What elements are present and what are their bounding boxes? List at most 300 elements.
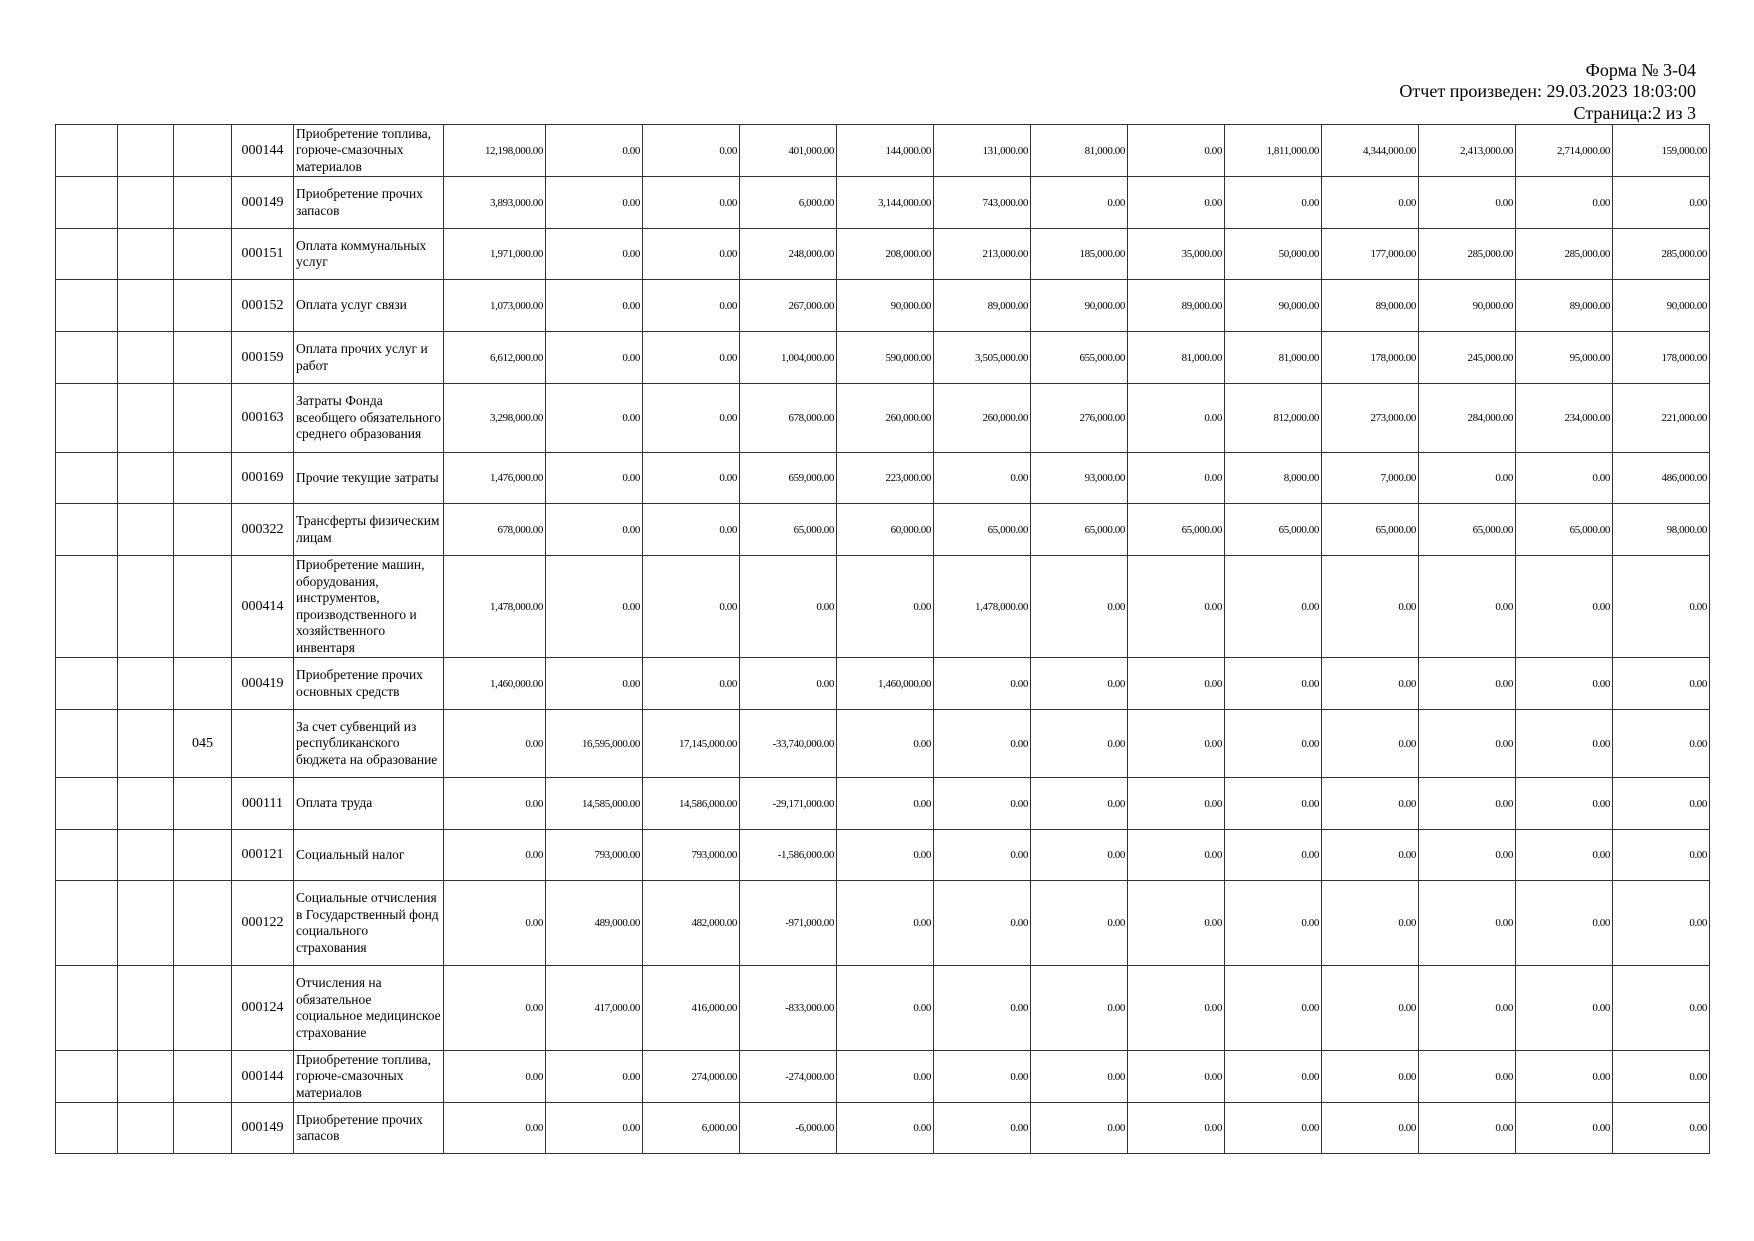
- amount-cell: 401,000.00: [740, 125, 837, 177]
- level1-cell: [56, 229, 118, 280]
- amount-cell: -833,000.00: [740, 966, 837, 1051]
- amount-cell: 4,344,000.00: [1322, 125, 1419, 177]
- amount-cell: 0.00: [837, 881, 934, 966]
- amount-cell: 0.00: [740, 556, 837, 658]
- level1-cell: [56, 881, 118, 966]
- level2-cell: [118, 229, 174, 280]
- specifics-code-cell: 000151: [232, 229, 294, 280]
- amount-cell: 0.00: [1419, 778, 1516, 830]
- amount-cell: 98,000.00: [1613, 504, 1710, 556]
- amount-cell: 793,000.00: [546, 830, 643, 881]
- amount-cell: 0.00: [1613, 658, 1710, 710]
- amount-cell: 489,000.00: [546, 881, 643, 966]
- amount-cell: 0.00: [1128, 710, 1225, 778]
- amount-cell: 0.00: [1322, 1103, 1419, 1154]
- amount-cell: 273,000.00: [1322, 384, 1419, 453]
- amount-cell: 0.00: [1516, 966, 1613, 1051]
- description-cell: Социальный налог: [294, 830, 444, 881]
- description-cell: Приобретение прочих запасов: [294, 177, 444, 229]
- amount-cell: 0.00: [1225, 778, 1322, 830]
- amount-cell: 0.00: [1516, 778, 1613, 830]
- description-cell: Приобретение топлива, горюче-смазочных материалов: [294, 1051, 444, 1103]
- amount-cell: 0.00: [1322, 1051, 1419, 1103]
- amount-cell: 81,000.00: [1128, 332, 1225, 384]
- amount-cell: 0.00: [1516, 710, 1613, 778]
- amount-cell: 0.00: [1128, 1051, 1225, 1103]
- amount-cell: 0.00: [643, 504, 740, 556]
- program-code-cell: [174, 229, 232, 280]
- amount-cell: 678,000.00: [444, 504, 546, 556]
- amount-cell: 0.00: [546, 658, 643, 710]
- amount-cell: 65,000.00: [1225, 504, 1322, 556]
- amount-cell: 0.00: [643, 125, 740, 177]
- amount-cell: 0.00: [1225, 710, 1322, 778]
- amount-cell: 0.00: [444, 1051, 546, 1103]
- amount-cell: 590,000.00: [837, 332, 934, 384]
- amount-cell: 0.00: [546, 332, 643, 384]
- table-row: [56, 453, 1710, 504]
- amount-cell: 0.00: [1225, 1103, 1322, 1154]
- amount-cell: 0.00: [1516, 658, 1613, 710]
- amount-cell: 0.00: [1031, 778, 1128, 830]
- program-code-cell: [174, 125, 232, 177]
- amount-cell: 0.00: [1225, 658, 1322, 710]
- specifics-code-cell: 000414: [232, 556, 294, 658]
- level1-cell: [56, 658, 118, 710]
- specifics-code-cell: 000322: [232, 504, 294, 556]
- amount-cell: 655,000.00: [1031, 332, 1128, 384]
- amount-cell: 0.00: [1516, 177, 1613, 229]
- amount-cell: 234,000.00: [1516, 384, 1613, 453]
- program-code-cell: [174, 504, 232, 556]
- amount-cell: 0.00: [1031, 710, 1128, 778]
- program-code-cell: [174, 556, 232, 658]
- table-row: [56, 881, 1710, 966]
- amount-cell: 0.00: [643, 229, 740, 280]
- amount-cell: 0.00: [1613, 1103, 1710, 1154]
- description-cell: Приобретение машин, оборудования, инструментов, производственного и хозяйственного инвентаря: [294, 556, 444, 658]
- amount-cell: 89,000.00: [934, 280, 1031, 332]
- level2-cell: [118, 1051, 174, 1103]
- amount-cell: 1,460,000.00: [837, 658, 934, 710]
- level1-cell: [56, 966, 118, 1051]
- amount-cell: 213,000.00: [934, 229, 1031, 280]
- level2-cell: [118, 966, 174, 1051]
- amount-cell: 0.00: [1128, 778, 1225, 830]
- amount-cell: 178,000.00: [1613, 332, 1710, 384]
- level1-cell: [56, 177, 118, 229]
- table-row: [56, 332, 1710, 384]
- amount-cell: 144,000.00: [837, 125, 934, 177]
- description-cell: Оплата прочих услуг и работ: [294, 332, 444, 384]
- amount-cell: 284,000.00: [1419, 384, 1516, 453]
- amount-cell: 659,000.00: [740, 453, 837, 504]
- amount-cell: 482,000.00: [643, 881, 740, 966]
- amount-cell: 0.00: [1322, 658, 1419, 710]
- amount-cell: -274,000.00: [740, 1051, 837, 1103]
- amount-cell: 0.00: [546, 1103, 643, 1154]
- level1-cell: [56, 1051, 118, 1103]
- specifics-code-cell: 000419: [232, 658, 294, 710]
- amount-cell: 90,000.00: [1225, 280, 1322, 332]
- specifics-code-cell: 000159: [232, 332, 294, 384]
- amount-cell: 0.00: [1613, 710, 1710, 778]
- amount-cell: 1,811,000.00: [1225, 125, 1322, 177]
- table-row: [56, 384, 1710, 453]
- amount-cell: 0.00: [1128, 384, 1225, 453]
- amount-cell: 0.00: [934, 1051, 1031, 1103]
- amount-cell: -29,171,000.00: [740, 778, 837, 830]
- amount-cell: 3,144,000.00: [837, 177, 934, 229]
- table-row: [56, 778, 1710, 830]
- description-cell: Отчисления на обязательное социальное медицинское страхование: [294, 966, 444, 1051]
- amount-cell: 0.00: [1419, 710, 1516, 778]
- amount-cell: 0.00: [1128, 830, 1225, 881]
- amount-cell: 14,586,000.00: [643, 778, 740, 830]
- amount-cell: 0.00: [1128, 177, 1225, 229]
- level2-cell: [118, 332, 174, 384]
- level2-cell: [118, 125, 174, 177]
- table-row: [56, 966, 1710, 1051]
- amount-cell: 0.00: [546, 125, 643, 177]
- amount-cell: 17,145,000.00: [643, 710, 740, 778]
- program-code-cell: [174, 332, 232, 384]
- amount-cell: 65,000.00: [934, 504, 1031, 556]
- program-code-cell: [174, 1103, 232, 1154]
- amount-cell: 89,000.00: [1322, 280, 1419, 332]
- amount-cell: 0.00: [546, 384, 643, 453]
- amount-cell: 0.00: [1419, 966, 1516, 1051]
- amount-cell: 0.00: [546, 1051, 643, 1103]
- amount-cell: 221,000.00: [1613, 384, 1710, 453]
- amount-cell: 0.00: [837, 778, 934, 830]
- amount-cell: 486,000.00: [1613, 453, 1710, 504]
- amount-cell: 0.00: [934, 710, 1031, 778]
- amount-cell: 0.00: [444, 966, 546, 1051]
- program-code-cell: [174, 881, 232, 966]
- amount-cell: 0.00: [1225, 177, 1322, 229]
- program-code-cell: [174, 778, 232, 830]
- amount-cell: 0.00: [837, 830, 934, 881]
- level1-cell: [56, 710, 118, 778]
- amount-cell: 3,893,000.00: [444, 177, 546, 229]
- table-row: [56, 504, 1710, 556]
- specifics-code-cell: 000149: [232, 177, 294, 229]
- amount-cell: 0.00: [1031, 830, 1128, 881]
- amount-cell: 0.00: [1322, 881, 1419, 966]
- specifics-code-cell: 000122: [232, 881, 294, 966]
- amount-cell: 0.00: [643, 280, 740, 332]
- amount-cell: 0.00: [1322, 177, 1419, 229]
- amount-cell: 81,000.00: [1225, 332, 1322, 384]
- amount-cell: 0.00: [837, 1051, 934, 1103]
- amount-cell: 0.00: [1419, 1103, 1516, 1154]
- amount-cell: 0.00: [1613, 556, 1710, 658]
- amount-cell: 793,000.00: [643, 830, 740, 881]
- amount-cell: 0.00: [934, 778, 1031, 830]
- amount-cell: 12,198,000.00: [444, 125, 546, 177]
- table-row: [56, 1103, 1710, 1154]
- amount-cell: 248,000.00: [740, 229, 837, 280]
- amount-cell: 2,714,000.00: [1516, 125, 1613, 177]
- amount-cell: 1,476,000.00: [444, 453, 546, 504]
- amount-cell: 0.00: [934, 881, 1031, 966]
- level2-cell: [118, 710, 174, 778]
- amount-cell: 0.00: [1419, 453, 1516, 504]
- amount-cell: 0.00: [1516, 881, 1613, 966]
- specifics-code-cell: 000121: [232, 830, 294, 881]
- description-cell: Приобретение топлива, горюче-смазочных материалов: [294, 125, 444, 177]
- table-row: [56, 658, 1710, 710]
- amount-cell: -33,740,000.00: [740, 710, 837, 778]
- level2-cell: [118, 830, 174, 881]
- table-row: [56, 280, 1710, 332]
- level1-cell: [56, 125, 118, 177]
- amount-cell: 0.00: [837, 1103, 934, 1154]
- table-row: [56, 1051, 1710, 1103]
- level2-cell: [118, 658, 174, 710]
- specifics-code-cell: [232, 710, 294, 778]
- amount-cell: 812,000.00: [1225, 384, 1322, 453]
- program-code-cell: [174, 1051, 232, 1103]
- amount-cell: 89,000.00: [1128, 280, 1225, 332]
- form-number: Форма № 3-04: [1585, 60, 1696, 80]
- specifics-code-cell: 000124: [232, 966, 294, 1051]
- amount-cell: 60,000.00: [837, 504, 934, 556]
- amount-cell: 274,000.00: [643, 1051, 740, 1103]
- amount-cell: 276,000.00: [1031, 384, 1128, 453]
- amount-cell: 0.00: [1128, 881, 1225, 966]
- description-cell: Приобретение прочих запасов: [294, 1103, 444, 1154]
- level2-cell: [118, 453, 174, 504]
- level1-cell: [56, 1103, 118, 1154]
- amount-cell: 50,000.00: [1225, 229, 1322, 280]
- specifics-code-cell: 000144: [232, 1051, 294, 1103]
- amount-cell: 0.00: [1419, 1051, 1516, 1103]
- program-code-cell: [174, 177, 232, 229]
- amount-cell: 285,000.00: [1419, 229, 1516, 280]
- amount-cell: 0.00: [1419, 658, 1516, 710]
- amount-cell: 0.00: [546, 504, 643, 556]
- level2-cell: [118, 556, 174, 658]
- specifics-code-cell: 000163: [232, 384, 294, 453]
- program-code-cell: [174, 453, 232, 504]
- amount-cell: 0.00: [1031, 1051, 1128, 1103]
- amount-cell: 0.00: [444, 830, 546, 881]
- amount-cell: 0.00: [1322, 556, 1419, 658]
- amount-cell: 14,585,000.00: [546, 778, 643, 830]
- amount-cell: 6,000.00: [643, 1103, 740, 1154]
- specifics-code-cell: 000144: [232, 125, 294, 177]
- description-cell: Трансферты физическим лицам: [294, 504, 444, 556]
- program-code-cell: [174, 966, 232, 1051]
- amount-cell: 0.00: [1322, 830, 1419, 881]
- amount-cell: 0.00: [934, 453, 1031, 504]
- amount-cell: 185,000.00: [1031, 229, 1128, 280]
- amount-cell: 65,000.00: [1322, 504, 1419, 556]
- amount-cell: 90,000.00: [837, 280, 934, 332]
- amount-cell: 0.00: [1128, 1103, 1225, 1154]
- description-cell: Оплата труда: [294, 778, 444, 830]
- amount-cell: 0.00: [934, 658, 1031, 710]
- program-code-cell: [174, 830, 232, 881]
- amount-cell: 65,000.00: [1516, 504, 1613, 556]
- specifics-code-cell: 000111: [232, 778, 294, 830]
- amount-cell: 260,000.00: [837, 384, 934, 453]
- amount-cell: 35,000.00: [1128, 229, 1225, 280]
- amount-cell: 0.00: [1225, 881, 1322, 966]
- amount-cell: 0.00: [1419, 881, 1516, 966]
- amount-cell: 0.00: [837, 556, 934, 658]
- level2-cell: [118, 778, 174, 830]
- program-code-cell: [174, 658, 232, 710]
- amount-cell: 65,000.00: [1419, 504, 1516, 556]
- amount-cell: 0.00: [546, 177, 643, 229]
- amount-cell: 0.00: [1613, 1051, 1710, 1103]
- amount-cell: 178,000.00: [1322, 332, 1419, 384]
- amount-cell: 0.00: [546, 453, 643, 504]
- page-indicator: Страница:2 из 3: [1573, 103, 1696, 123]
- amount-cell: 65,000.00: [1128, 504, 1225, 556]
- amount-cell: 81,000.00: [1031, 125, 1128, 177]
- amount-cell: 0.00: [1322, 710, 1419, 778]
- amount-cell: -6,000.00: [740, 1103, 837, 1154]
- amount-cell: 245,000.00: [1419, 332, 1516, 384]
- amount-cell: 3,298,000.00: [444, 384, 546, 453]
- amount-cell: 131,000.00: [934, 125, 1031, 177]
- amount-cell: 0.00: [1031, 658, 1128, 710]
- level1-cell: [56, 384, 118, 453]
- amount-cell: 0.00: [1128, 966, 1225, 1051]
- amount-cell: 1,478,000.00: [934, 556, 1031, 658]
- specifics-code-cell: 000149: [232, 1103, 294, 1154]
- amount-cell: 0.00: [1128, 125, 1225, 177]
- amount-cell: 0.00: [1128, 453, 1225, 504]
- amount-cell: 1,971,000.00: [444, 229, 546, 280]
- amount-cell: 0.00: [934, 1103, 1031, 1154]
- program-code-cell: [174, 280, 232, 332]
- level2-cell: [118, 280, 174, 332]
- table-row: [56, 556, 1710, 658]
- amount-cell: 0.00: [1613, 881, 1710, 966]
- level1-cell: [56, 504, 118, 556]
- amount-cell: 0.00: [1516, 1051, 1613, 1103]
- amount-cell: 0.00: [1031, 177, 1128, 229]
- amount-cell: 0.00: [1419, 177, 1516, 229]
- amount-cell: 0.00: [546, 556, 643, 658]
- level2-cell: [118, 504, 174, 556]
- amount-cell: 0.00: [1322, 778, 1419, 830]
- amount-cell: 0.00: [1516, 1103, 1613, 1154]
- amount-cell: 0.00: [444, 778, 546, 830]
- description-cell: Прочие текущие затраты: [294, 453, 444, 504]
- amount-cell: 0.00: [1613, 778, 1710, 830]
- amount-cell: 208,000.00: [837, 229, 934, 280]
- amount-cell: 0.00: [444, 710, 546, 778]
- amount-cell: 285,000.00: [1613, 229, 1710, 280]
- description-cell: Оплата услуг связи: [294, 280, 444, 332]
- table-row: [56, 830, 1710, 881]
- description-cell: Оплата коммунальных услуг: [294, 229, 444, 280]
- amount-cell: 0.00: [837, 710, 934, 778]
- amount-cell: 0.00: [1516, 830, 1613, 881]
- amount-cell: 0.00: [1516, 556, 1613, 658]
- amount-cell: -971,000.00: [740, 881, 837, 966]
- amount-cell: 6,612,000.00: [444, 332, 546, 384]
- amount-cell: 0.00: [934, 966, 1031, 1051]
- amount-cell: 0.00: [444, 1103, 546, 1154]
- amount-cell: 0.00: [444, 881, 546, 966]
- table-row: [56, 229, 1710, 280]
- amount-cell: 159,000.00: [1613, 125, 1710, 177]
- specifics-code-cell: 000152: [232, 280, 294, 332]
- amount-cell: 16,595,000.00: [546, 710, 643, 778]
- amount-cell: 678,000.00: [740, 384, 837, 453]
- description-cell: Приобретение прочих основных средств: [294, 658, 444, 710]
- description-cell: Затраты Фонда всеобщего обязательного среднего образования: [294, 384, 444, 453]
- amount-cell: 90,000.00: [1419, 280, 1516, 332]
- amount-cell: 89,000.00: [1516, 280, 1613, 332]
- program-code-cell: [174, 384, 232, 453]
- amount-cell: 0.00: [934, 830, 1031, 881]
- amount-cell: 90,000.00: [1031, 280, 1128, 332]
- table-row: [56, 177, 1710, 229]
- amount-cell: 0.00: [546, 229, 643, 280]
- amount-cell: 0.00: [643, 658, 740, 710]
- amount-cell: 0.00: [740, 658, 837, 710]
- amount-cell: 2,413,000.00: [1419, 125, 1516, 177]
- level2-cell: [118, 881, 174, 966]
- amount-cell: 260,000.00: [934, 384, 1031, 453]
- amount-cell: 1,073,000.00: [444, 280, 546, 332]
- amount-cell: 416,000.00: [643, 966, 740, 1051]
- amount-cell: 0.00: [643, 332, 740, 384]
- amount-cell: 6,000.00: [740, 177, 837, 229]
- amount-cell: 0.00: [1613, 177, 1710, 229]
- amount-cell: 0.00: [1613, 966, 1710, 1051]
- level2-cell: [118, 177, 174, 229]
- amount-cell: 0.00: [546, 280, 643, 332]
- amount-cell: 0.00: [1128, 556, 1225, 658]
- amount-cell: 0.00: [1031, 881, 1128, 966]
- amount-cell: 223,000.00: [837, 453, 934, 504]
- amount-cell: 0.00: [1225, 1051, 1322, 1103]
- amount-cell: 0.00: [1516, 453, 1613, 504]
- amount-cell: 0.00: [1031, 556, 1128, 658]
- specifics-code-cell: 000169: [232, 453, 294, 504]
- amount-cell: 0.00: [837, 966, 934, 1051]
- amount-cell: 95,000.00: [1516, 332, 1613, 384]
- amount-cell: 90,000.00: [1613, 280, 1710, 332]
- amount-cell: 1,478,000.00: [444, 556, 546, 658]
- level1-cell: [56, 453, 118, 504]
- amount-cell: 0.00: [1225, 966, 1322, 1051]
- level1-cell: [56, 280, 118, 332]
- amount-cell: -1,586,000.00: [740, 830, 837, 881]
- description-cell: За счет субвенций из республиканского бюджета на образование: [294, 710, 444, 778]
- amount-cell: 743,000.00: [934, 177, 1031, 229]
- amount-cell: 0.00: [643, 177, 740, 229]
- amount-cell: 0.00: [1031, 1103, 1128, 1154]
- amount-cell: 0.00: [1322, 966, 1419, 1051]
- amount-cell: 177,000.00: [1322, 229, 1419, 280]
- amount-cell: 0.00: [643, 556, 740, 658]
- amount-cell: 0.00: [1419, 556, 1516, 658]
- amount-cell: 93,000.00: [1031, 453, 1128, 504]
- amount-cell: 1,004,000.00: [740, 332, 837, 384]
- amount-cell: 0.00: [643, 453, 740, 504]
- amount-cell: 1,460,000.00: [444, 658, 546, 710]
